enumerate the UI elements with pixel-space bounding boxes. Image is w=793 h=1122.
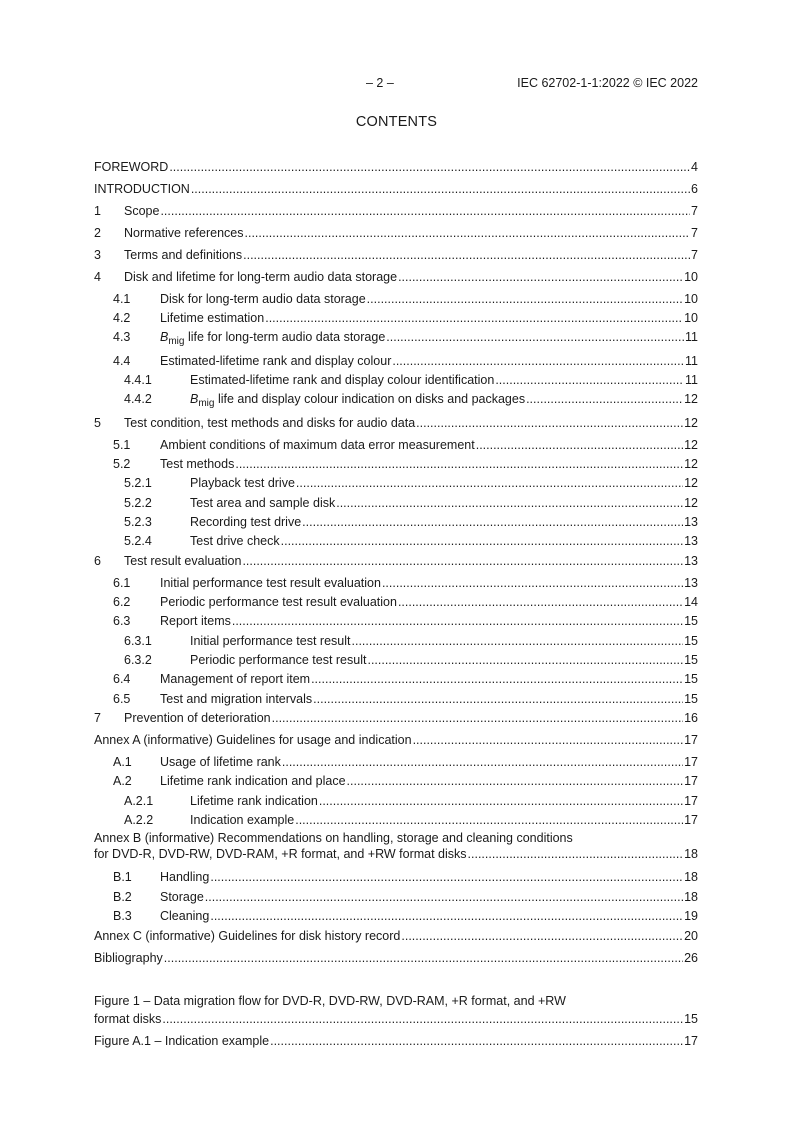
dot-leader bbox=[162, 1011, 683, 1027]
dot-leader bbox=[319, 793, 683, 809]
page-reference: 7 bbox=[691, 248, 698, 262]
toc-entry-label: Prevention of deterioration bbox=[124, 711, 271, 725]
toc-entry-number: 6.5 bbox=[113, 692, 131, 706]
page-reference: 12 bbox=[684, 496, 698, 510]
toc-entry[interactable] bbox=[94, 691, 698, 707]
page-reference: 11 bbox=[685, 354, 698, 368]
page-reference: 13 bbox=[684, 534, 698, 548]
page-reference: 26 bbox=[684, 951, 698, 965]
toc-entry[interactable] bbox=[94, 594, 698, 610]
toc-entry[interactable] bbox=[94, 203, 698, 219]
figure-entry[interactable] bbox=[94, 1033, 698, 1049]
toc-entry[interactable] bbox=[94, 514, 698, 530]
toc-entry-number: 4.3 bbox=[113, 330, 131, 344]
dot-leader bbox=[382, 575, 683, 591]
toc-entry-label: Lifetime rank indication bbox=[190, 794, 318, 808]
dot-leader bbox=[245, 225, 691, 241]
toc-entry[interactable] bbox=[94, 575, 698, 591]
dot-leader bbox=[386, 329, 684, 345]
toc-entry-label: INTRODUCTION bbox=[94, 182, 190, 196]
toc-entry-label: Annex A (informative) Guidelines for usage and indication bbox=[94, 733, 412, 747]
toc-entry[interactable] bbox=[94, 754, 698, 770]
toc-entry-number: 1 bbox=[94, 204, 101, 218]
toc-entry-label: Playback test drive bbox=[190, 476, 295, 490]
toc-entry-label: Scope bbox=[124, 204, 160, 218]
page-reference: 7 bbox=[691, 204, 698, 218]
toc-entry-number: 3 bbox=[94, 248, 101, 262]
page-reference: 10 bbox=[684, 270, 698, 284]
toc-entry[interactable] bbox=[94, 247, 698, 263]
toc-entry-number: 5.2.2 bbox=[124, 496, 152, 510]
toc-entry[interactable] bbox=[94, 269, 698, 285]
dot-leader bbox=[336, 495, 683, 511]
toc-entry[interactable] bbox=[94, 950, 698, 966]
document-reference: IEC 62702-1-1:2022 © IEC 2022 bbox=[517, 76, 698, 90]
toc-entry-number: 4.4.2 bbox=[124, 392, 152, 406]
toc-entry-label: Lifetime estimation bbox=[160, 311, 265, 325]
page-reference: 13 bbox=[684, 515, 698, 529]
page-reference: 20 bbox=[684, 929, 698, 943]
page-reference: 16 bbox=[684, 711, 698, 725]
toc-entry-number: 6.3 bbox=[113, 614, 131, 628]
toc-entry-number: 6.4 bbox=[113, 672, 131, 686]
page-reference: 17 bbox=[684, 755, 698, 769]
figure-entry[interactable] bbox=[94, 1011, 698, 1027]
toc-entry[interactable] bbox=[94, 928, 698, 944]
symbol-b: B bbox=[190, 392, 199, 406]
page-reference: 12 bbox=[684, 476, 698, 490]
page-reference: 15 bbox=[684, 1012, 698, 1026]
dot-leader bbox=[210, 869, 683, 885]
page-title: CONTENTS bbox=[355, 114, 438, 130]
toc-entry[interactable] bbox=[94, 372, 698, 388]
label-text: life and display colour indication on disks and packages bbox=[214, 392, 526, 406]
page-reference: 6 bbox=[691, 182, 698, 196]
toc-entry-label: Storage bbox=[160, 890, 204, 904]
page-reference: 15 bbox=[684, 614, 698, 628]
dot-leader bbox=[296, 475, 683, 491]
toc-entry[interactable] bbox=[94, 495, 698, 511]
label-text: life for long-term audio data storage bbox=[184, 330, 386, 344]
page-reference: 13 bbox=[684, 554, 698, 568]
toc-entry-number: 6.1 bbox=[113, 576, 131, 590]
toc-entry-label: for DVD-R, DVD-RW, DVD-RAM, +R format, and +RW format disks bbox=[94, 847, 467, 861]
toc-entry-number: B.2 bbox=[113, 890, 132, 904]
toc-entry[interactable] bbox=[94, 908, 698, 924]
toc-entry-number: 4.4.1 bbox=[124, 373, 152, 387]
toc-entry-label: Normative references bbox=[124, 226, 244, 240]
toc-entry[interactable] bbox=[94, 613, 698, 629]
toc-entry[interactable] bbox=[94, 773, 698, 789]
toc-entry-label: Disk for long-term audio data storage bbox=[160, 292, 366, 306]
figures-entry-label-line1: Figure 1 – Data migration flow for DVD-R, DVD-RW, DVD-RAM, +R format, and +RW bbox=[94, 994, 566, 1008]
toc-entry[interactable] bbox=[94, 456, 698, 472]
toc-entry-label: Test area and sample disk bbox=[190, 496, 336, 510]
dot-leader bbox=[160, 203, 690, 219]
dot-leader bbox=[398, 269, 683, 285]
toc-entry-label bbox=[160, 329, 386, 345]
dot-leader bbox=[413, 732, 684, 748]
page-number: – 2 – bbox=[366, 76, 394, 90]
page-reference: 12 bbox=[684, 438, 698, 452]
toc-entry-label: Estimated-lifetime rank and display colour identification bbox=[190, 373, 495, 387]
dot-leader bbox=[169, 159, 690, 175]
toc-entry-number: 6.2 bbox=[113, 595, 131, 609]
toc-entry-label-line1: Annex B (informative) Recommendations on handling, storage and cleaning conditions bbox=[94, 831, 573, 845]
dot-leader bbox=[235, 456, 683, 472]
toc-entry[interactable] bbox=[94, 475, 698, 491]
dot-leader bbox=[164, 950, 683, 966]
page-reference: 15 bbox=[684, 692, 698, 706]
page-reference: 11 bbox=[685, 330, 698, 344]
dot-leader bbox=[243, 247, 690, 263]
figures-entry-label: format disks bbox=[94, 1012, 162, 1026]
page-reference: 15 bbox=[684, 653, 698, 667]
dot-leader bbox=[352, 633, 684, 649]
dot-leader bbox=[401, 928, 683, 944]
page-reference: 12 bbox=[684, 392, 698, 406]
dot-leader bbox=[347, 773, 684, 789]
page-reference: 12 bbox=[684, 416, 698, 430]
dot-leader bbox=[468, 846, 684, 862]
toc-entry[interactable] bbox=[94, 353, 698, 369]
toc-entry-label: Bibliography bbox=[94, 951, 163, 965]
dot-leader bbox=[367, 291, 683, 307]
toc-entry-number: B.3 bbox=[113, 909, 132, 923]
dot-leader bbox=[232, 613, 683, 629]
toc-entry[interactable] bbox=[94, 869, 698, 885]
toc-entry-label: Initial performance test result bbox=[190, 634, 351, 648]
toc-entry-label: Usage of lifetime rank bbox=[160, 755, 281, 769]
toc-entry-number: 6.3.1 bbox=[124, 634, 152, 648]
page-reference: 17 bbox=[684, 1034, 698, 1048]
toc-entry[interactable] bbox=[94, 291, 698, 307]
dot-leader bbox=[242, 553, 683, 569]
dot-leader bbox=[210, 908, 683, 924]
toc-entry-number: B.1 bbox=[113, 870, 132, 884]
toc-entry[interactable] bbox=[94, 437, 698, 453]
toc-entry[interactable] bbox=[94, 159, 698, 175]
toc-entry[interactable] bbox=[94, 846, 698, 862]
dot-leader bbox=[495, 372, 684, 388]
toc-entry-label: Periodic performance test result bbox=[190, 653, 367, 667]
toc-entry-number: A.1 bbox=[113, 755, 132, 769]
dot-leader bbox=[272, 710, 683, 726]
toc-entry-number: 6 bbox=[94, 554, 101, 568]
toc-entry-label: Ambient conditions of maximum data error measurement bbox=[160, 438, 475, 452]
toc-entry-label: Initial performance test result evaluation bbox=[160, 576, 381, 590]
dot-leader bbox=[526, 391, 683, 407]
dot-leader bbox=[367, 652, 683, 668]
page-reference: 10 bbox=[684, 292, 698, 306]
toc-entry[interactable] bbox=[94, 812, 698, 828]
toc-entry-number: 4.2 bbox=[113, 311, 131, 325]
figures-entry-label: Figure A.1 – Indication example bbox=[94, 1034, 270, 1048]
dot-leader bbox=[265, 310, 683, 326]
toc-entry[interactable] bbox=[94, 310, 698, 326]
toc-entry[interactable] bbox=[94, 553, 698, 569]
dot-leader bbox=[392, 353, 684, 369]
page-reference: 18 bbox=[684, 847, 698, 861]
toc-entry-number: 7 bbox=[94, 711, 101, 725]
toc-entry-label: Test condition, test methods and disks for audio data bbox=[124, 416, 416, 430]
toc-entry-number: A.2.2 bbox=[124, 813, 154, 827]
toc-entry-label: Test methods bbox=[160, 457, 235, 471]
toc-entry[interactable] bbox=[94, 732, 698, 748]
toc-entry-label: FOREWORD bbox=[94, 160, 169, 174]
toc-entry-label: Report items bbox=[160, 614, 231, 628]
toc-entry[interactable] bbox=[94, 415, 698, 431]
toc-entry[interactable] bbox=[94, 533, 698, 549]
toc-entry-number: 5.2.3 bbox=[124, 515, 152, 529]
dot-leader bbox=[476, 437, 683, 453]
toc-entry-label: Terms and definitions bbox=[124, 248, 243, 262]
page-reference: 19 bbox=[684, 909, 698, 923]
toc-entry-number: 5.2.4 bbox=[124, 534, 152, 548]
dot-leader bbox=[270, 1033, 683, 1049]
toc-entry[interactable] bbox=[94, 671, 698, 687]
toc-entry-number: 5 bbox=[94, 416, 101, 430]
toc-entry-number: 2 bbox=[94, 226, 101, 240]
toc-entry-number: 4.1 bbox=[113, 292, 131, 306]
symbol-subscript: mig bbox=[168, 336, 185, 347]
page-reference: 17 bbox=[684, 733, 698, 747]
dot-leader bbox=[416, 415, 683, 431]
toc-entry-label bbox=[190, 391, 526, 407]
toc-entry-label: Estimated-lifetime rank and display colour bbox=[160, 354, 392, 368]
toc-entry-label: Test and migration intervals bbox=[160, 692, 313, 706]
symbol-subscript: mig bbox=[198, 398, 215, 409]
dot-leader bbox=[281, 533, 683, 549]
toc-entry[interactable] bbox=[94, 652, 698, 668]
toc-entry-label: Management of report item bbox=[160, 672, 311, 686]
toc-entry-label: Test result evaluation bbox=[124, 554, 242, 568]
page-reference: 14 bbox=[684, 595, 698, 609]
dot-leader bbox=[302, 514, 683, 530]
toc-entry[interactable] bbox=[94, 710, 698, 726]
dot-leader bbox=[205, 889, 683, 905]
toc-entry-number: 5.2.1 bbox=[124, 476, 152, 490]
toc-entry[interactable] bbox=[94, 793, 698, 809]
toc-entry-number: A.2 bbox=[113, 774, 132, 788]
page-reference: 15 bbox=[684, 634, 698, 648]
toc-entry-label: Handling bbox=[160, 870, 210, 884]
page-reference: 17 bbox=[684, 794, 698, 808]
page-reference: 10 bbox=[684, 311, 698, 325]
dot-leader bbox=[282, 754, 683, 770]
symbol-b: B bbox=[160, 330, 169, 344]
toc-entry-number: 4 bbox=[94, 270, 101, 284]
page-reference: 7 bbox=[691, 226, 698, 240]
toc-entry-number: 5.2 bbox=[113, 457, 131, 471]
toc-entry-label: Test drive check bbox=[190, 534, 280, 548]
toc-entry-label: Lifetime rank indication and place bbox=[160, 774, 346, 788]
toc-entry[interactable] bbox=[94, 889, 698, 905]
toc-entry-label: Annex C (informative) Guidelines for disk history record bbox=[94, 929, 401, 943]
dot-leader bbox=[191, 181, 690, 197]
toc-entry[interactable] bbox=[94, 225, 698, 241]
page-reference: 15 bbox=[684, 672, 698, 686]
toc-entry[interactable] bbox=[94, 329, 698, 345]
toc-entry-label: Cleaning bbox=[160, 909, 210, 923]
page-reference: 18 bbox=[684, 890, 698, 904]
dot-leader bbox=[398, 594, 683, 610]
toc-entry-label: Indication example bbox=[190, 813, 295, 827]
dot-leader bbox=[311, 671, 683, 687]
page-reference: 4 bbox=[691, 160, 698, 174]
toc-entry[interactable] bbox=[94, 391, 698, 407]
dot-leader bbox=[313, 691, 683, 707]
page-reference: 11 bbox=[685, 373, 698, 387]
toc-entry[interactable] bbox=[94, 633, 698, 649]
toc-entry-label: Periodic performance test result evaluation bbox=[160, 595, 397, 609]
dot-leader bbox=[295, 812, 683, 828]
toc-entry-number: 6.3.2 bbox=[124, 653, 152, 667]
toc-entry[interactable] bbox=[94, 181, 698, 197]
toc-entry-number: 4.4 bbox=[113, 354, 131, 368]
toc-entry-number: 5.1 bbox=[113, 438, 131, 452]
page-reference: 18 bbox=[684, 870, 698, 884]
page-reference: 13 bbox=[684, 576, 698, 590]
toc-entry-label: Disk and lifetime for long-term audio data storage bbox=[124, 270, 398, 284]
page-header bbox=[94, 76, 698, 92]
page-reference: 17 bbox=[684, 774, 698, 788]
page-reference: 17 bbox=[684, 813, 698, 827]
toc-entry-number: A.2.1 bbox=[124, 794, 154, 808]
toc-entry-label: Recording test drive bbox=[190, 515, 302, 529]
page-reference: 12 bbox=[684, 457, 698, 471]
